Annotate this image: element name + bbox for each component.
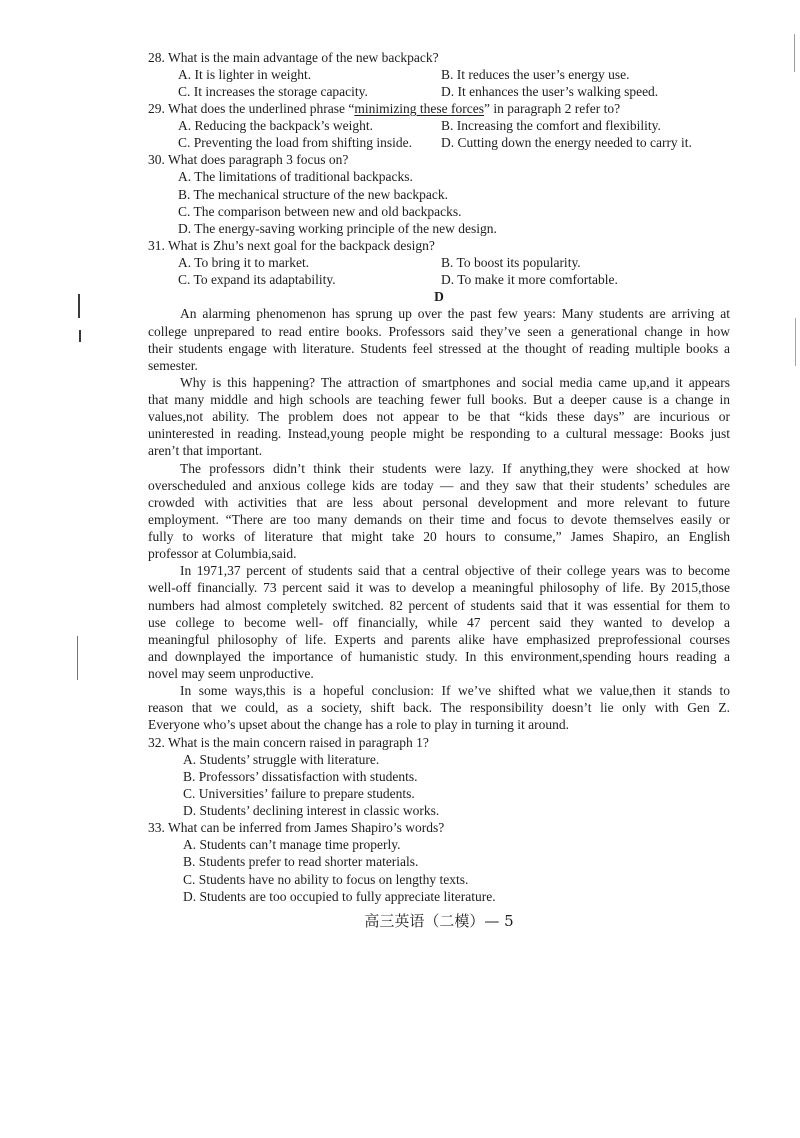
- option-b: B. Students prefer to read shorter materials.: [183, 854, 419, 870]
- option-a: A. Students’ struggle with literature.: [183, 751, 380, 767]
- question-33: [148, 819, 730, 905]
- question-32: [148, 734, 730, 820]
- paragraph-line: novel may seem unproductive.: [148, 666, 314, 681]
- paragraph-line: semester.: [148, 357, 198, 373]
- question-28: [148, 49, 730, 100]
- scan-edge-mark: [794, 34, 795, 72]
- option-d: D. Students’ declining interest in classic works.: [183, 803, 440, 818]
- option-c: C. Universities’ failure to prepare students.: [183, 785, 415, 801]
- option-d: D. To make it more comfortable.: [441, 272, 618, 288]
- scan-mark: [77, 636, 78, 680]
- question-stem: 32. What is the main concern raised in paragraph 1?: [148, 734, 429, 750]
- paragraph-line: The professors didn’t think their students were lazy. If anything,they were shocked at how: [180, 460, 730, 476]
- option-c: C. Students have no ability to focus on lengthy texts.: [183, 871, 469, 887]
- paragraph-line: In 1971,37 percent of students said that a central objective of their college years was to become: [180, 563, 730, 579]
- paragraph-line: well-off financially. 73 percent said it was to develop a meaningful philosophy of life. By 2015,those: [148, 580, 730, 596]
- question-30: [148, 151, 730, 237]
- paragraph-line: values,not ability. The problem does not appear to be that “kids these days” are incurious or: [148, 409, 730, 425]
- question-stem: [148, 100, 730, 117]
- option-d: D. The energy-saving working principle of the new design.: [178, 220, 497, 236]
- paragraph-line: In some ways,this is a hopeful conclusion: If we’ve shifted what we value,then it stands to: [180, 683, 730, 699]
- scan-edge-mark: [795, 318, 796, 366]
- paragraph-line: An alarming phenomenon has sprung up over the past few years: Many students are arriving at: [180, 306, 730, 322]
- paragraph-line: that many middle and high schools are teaching fewer full books. But a deeper cause is a change in: [148, 392, 730, 407]
- option-b: B. The mechanical structure of the new backpack.: [178, 186, 449, 202]
- option-row: [148, 66, 730, 83]
- paragraph-line: Why is this happening? The attraction of smartphones and social media came up,and it appears: [180, 374, 730, 390]
- option-c: C. Preventing the load from shifting inside.: [178, 135, 412, 151]
- paragraph-line: overscheduled and anxious college kids are today — and they saw that their students’ schedules are: [148, 477, 730, 493]
- option-row: [148, 117, 730, 134]
- passage-label: D: [434, 289, 444, 305]
- paragraph-line: employment. “There are too many demands on their time and focus to devote themselves easily or: [148, 511, 730, 527]
- option-row: [148, 134, 730, 151]
- option-c: C. It increases the storage capacity.: [178, 83, 368, 99]
- option-d: D. Students are too occupied to fully appreciate literature.: [183, 888, 496, 904]
- option-a: A. The limitations of traditional backpacks.: [178, 169, 413, 185]
- paragraph-line: their students engage with literature. Students feel stressed at the thought of reading multiple books a: [148, 340, 730, 356]
- underlined-phrase: minimizing these forces: [354, 100, 485, 116]
- option-d: D. It enhances the user’s walking speed.: [441, 83, 659, 99]
- scan-mark: [79, 330, 81, 342]
- question-31: [148, 237, 730, 288]
- option-a: A. Students can’t manage time properly.: [183, 837, 401, 853]
- paragraph-line: and downplayed the importance of humanistic study. In this environment,spending hours reading a: [148, 648, 730, 664]
- passage-paragraph-2: [148, 374, 730, 460]
- paragraph-line: aren’t that important.: [148, 443, 263, 459]
- paragraph-line: fully to works of literature that might take 20 hours to consume,” James Shapiro, an English: [148, 529, 730, 544]
- question-stem: 30. What does paragraph 3 focus on?: [148, 152, 349, 168]
- option-b: B. Increasing the comfort and flexibility.: [441, 118, 661, 133]
- passage-paragraph-4: [148, 562, 730, 682]
- option-a: A. It is lighter in weight.: [178, 66, 312, 82]
- option-d: D. Cutting down the energy needed to carry it.: [441, 135, 692, 151]
- paragraph-line: meaningful philosophy of life. Experts and parents alike have emphasized preprofessional courses: [148, 631, 730, 647]
- scan-mark: [78, 294, 80, 318]
- question-stem: 28. What is the main advantage of the new backpack?: [148, 49, 439, 65]
- stem-text: ” in paragraph 2 refer to?: [484, 100, 621, 116]
- passage-paragraph-3: [148, 460, 730, 563]
- paragraph-line: college unprepared to read entire books. Professors said they’ve seen a generational change in how: [148, 323, 730, 339]
- paragraph-line: Everyone who’s upset about the change has a role to play in turning it around.: [148, 717, 570, 733]
- paragraph-line: crowded with activities that are less about personal development and more relevant to future: [148, 494, 730, 510]
- option-c: C. To expand its adaptability.: [178, 272, 336, 288]
- paragraph-line: professor at Columbia,said.: [148, 546, 297, 562]
- paragraph-line: reason that we could, as a society, shift back. The responsibility doesn’t lie only with Gen Z.: [148, 700, 730, 716]
- question-29: [148, 100, 730, 151]
- question-stem: 33. What can be inferred from James Shapiro’s words?: [148, 820, 445, 836]
- paragraph-line: numbers had almost completely switched. 82 percent of students said that it was essential for them to: [148, 597, 730, 613]
- passage-paragraph-1: [148, 305, 730, 374]
- exam-content: [148, 49, 730, 905]
- option-a: A. Reducing the backpack’s weight.: [178, 118, 373, 133]
- option-c: C. The comparison between new and old backpacks.: [178, 203, 462, 219]
- passage-paragraph-5: [148, 682, 730, 733]
- option-a: A. To bring it to market.: [178, 255, 310, 270]
- page-footer: 高三英语（二模）— 5: [364, 912, 514, 930]
- option-row: [148, 254, 730, 271]
- option-b: B. Professors’ dissatisfaction with students.: [183, 768, 418, 784]
- question-stem: 31. What is Zhu’s next goal for the backpack design?: [148, 237, 435, 253]
- option-b: B. It reduces the user’s energy use.: [441, 66, 630, 82]
- paragraph-line: uninterested in reading. Instead,young people might be responding to a cultural message: Books just: [148, 426, 730, 442]
- paragraph-line: use college to become well- off financially, while 47 percent said they wanted to develop a: [148, 614, 730, 630]
- option-row: [148, 83, 730, 100]
- stem-text: 29. What does the underlined phrase “: [148, 100, 355, 116]
- option-b: B. To boost its popularity.: [441, 255, 581, 270]
- option-row: [148, 271, 730, 288]
